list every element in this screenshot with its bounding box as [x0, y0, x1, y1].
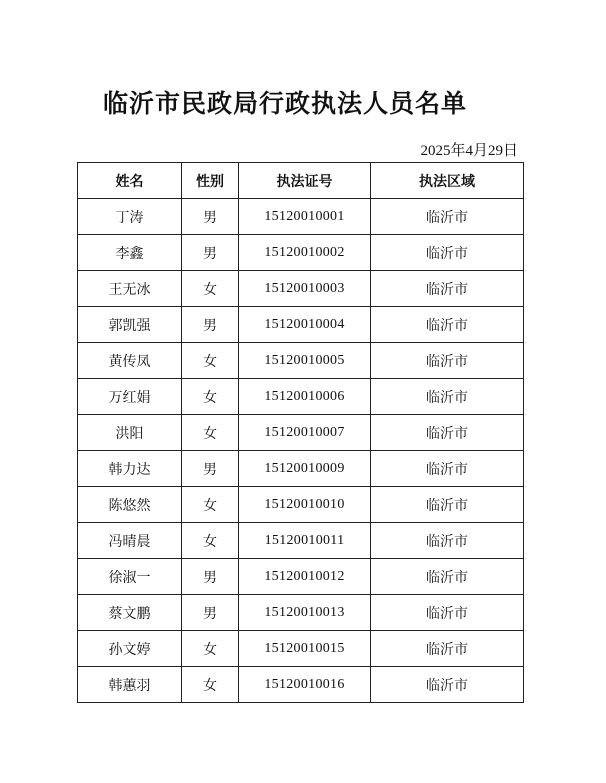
cell-gender: 男 [182, 307, 239, 343]
table-row [78, 307, 524, 343]
personnel-table [77, 162, 524, 703]
cell-area: 临沂市 [371, 667, 524, 703]
cell-name: 丁涛 [78, 199, 182, 235]
header-enforcement-area: 执法区域 [371, 163, 524, 199]
cell-area: 临沂市 [371, 271, 524, 307]
cell-name: 洪阳 [78, 415, 182, 451]
table-row [78, 559, 524, 595]
header-certificate-number: 执法证号 [239, 163, 371, 199]
cell-gender: 男 [182, 235, 239, 271]
cell-certificate-number: 15120010009 [239, 451, 371, 487]
cell-area: 临沂市 [371, 595, 524, 631]
cell-certificate-number: 15120010013 [239, 595, 371, 631]
cell-area: 临沂市 [371, 235, 524, 271]
table-row [78, 415, 524, 451]
table-row [78, 199, 524, 235]
cell-area: 临沂市 [371, 451, 524, 487]
cell-area: 临沂市 [371, 199, 524, 235]
cell-name: 万红娟 [78, 379, 182, 415]
cell-certificate-number: 15120010003 [239, 271, 371, 307]
header-gender: 性别 [182, 163, 239, 199]
document-title: 临沂市民政局行政执法人员名单 [102, 89, 467, 118]
cell-name: 徐淑一 [78, 559, 182, 595]
cell-certificate-number: 15120010006 [239, 379, 371, 415]
cell-certificate-number: 15120010005 [239, 343, 371, 379]
cell-gender: 男 [182, 559, 239, 595]
cell-name: 陈悠然 [78, 487, 182, 523]
cell-certificate-number: 15120010011 [239, 523, 371, 559]
table-row [78, 235, 524, 271]
cell-certificate-number: 15120010012 [239, 559, 371, 595]
cell-certificate-number: 15120010004 [239, 307, 371, 343]
cell-gender: 男 [182, 595, 239, 631]
table-row [78, 523, 524, 559]
cell-certificate-number: 15120010007 [239, 415, 371, 451]
cell-certificate-number: 15120010015 [239, 631, 371, 667]
cell-certificate-number: 15120010016 [239, 667, 371, 703]
cell-gender: 女 [182, 487, 239, 523]
cell-name: 韩力达 [78, 451, 182, 487]
cell-gender: 女 [182, 667, 239, 703]
cell-gender: 女 [182, 271, 239, 307]
table-row [78, 595, 524, 631]
cell-certificate-number: 15120010010 [239, 487, 371, 523]
cell-area: 临沂市 [371, 631, 524, 667]
cell-name: 冯晴晨 [78, 523, 182, 559]
cell-name: 韩蕙羽 [78, 667, 182, 703]
table-row [78, 379, 524, 415]
cell-area: 临沂市 [371, 487, 524, 523]
cell-name: 蔡文鹏 [78, 595, 182, 631]
cell-area: 临沂市 [371, 559, 524, 595]
cell-area: 临沂市 [371, 415, 524, 451]
document-date: 2025年4月29日 [420, 143, 518, 159]
cell-gender: 女 [182, 415, 239, 451]
cell-gender: 女 [182, 379, 239, 415]
cell-name: 李鑫 [78, 235, 182, 271]
cell-name: 郭凯强 [78, 307, 182, 343]
cell-area: 临沂市 [371, 523, 524, 559]
cell-area: 临沂市 [371, 307, 524, 343]
cell-area: 临沂市 [371, 343, 524, 379]
cell-gender: 女 [182, 523, 239, 559]
cell-gender: 男 [182, 451, 239, 487]
cell-name: 王无冰 [78, 271, 182, 307]
cell-name: 黄传凤 [78, 343, 182, 379]
table-row [78, 451, 524, 487]
table-header-row [78, 163, 524, 199]
cell-gender: 男 [182, 199, 239, 235]
table-row [78, 487, 524, 523]
table-row [78, 631, 524, 667]
cell-gender: 女 [182, 631, 239, 667]
cell-certificate-number: 15120010001 [239, 199, 371, 235]
cell-name: 孙文婷 [78, 631, 182, 667]
cell-certificate-number: 15120010002 [239, 235, 371, 271]
header-name: 姓名 [78, 163, 182, 199]
table-row [78, 667, 524, 703]
cell-gender: 女 [182, 343, 239, 379]
cell-area: 临沂市 [371, 379, 524, 415]
table-row [78, 271, 524, 307]
table-row [78, 343, 524, 379]
